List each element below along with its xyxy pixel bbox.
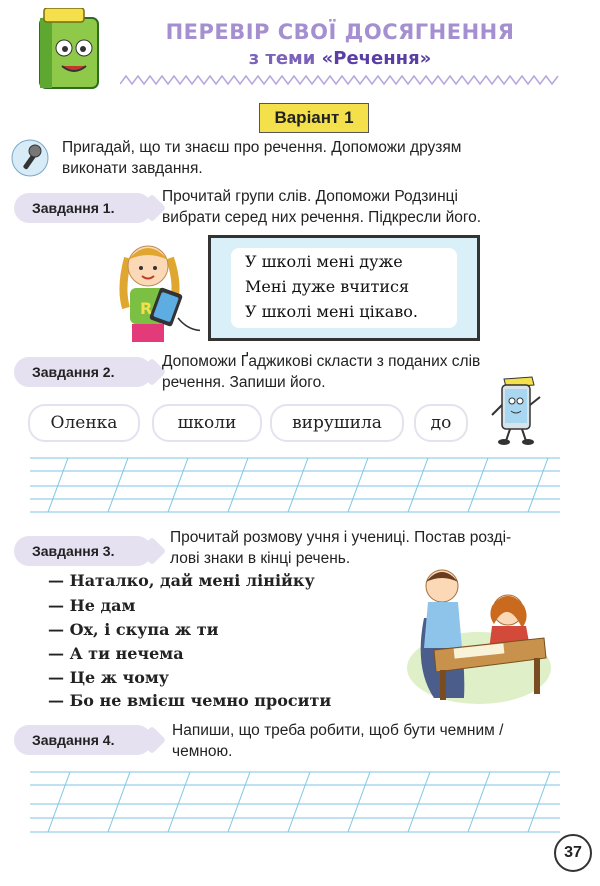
page-number: 37	[554, 834, 592, 872]
task2-line-1: Допоможи Ґаджикові скласти з поданих слів	[162, 353, 481, 370]
dialog-line: — Наталко, дай мені лінійку	[48, 571, 315, 590]
intro-line-2: виконати завдання.	[62, 160, 203, 177]
board-line: У школі мені цікаво.	[245, 302, 418, 321]
girl-with-tablet-illustration	[110, 238, 200, 348]
microphone-icon	[10, 138, 50, 178]
variant-label: Варіант 1	[259, 103, 369, 133]
task3-label: Завдання 3.	[14, 536, 152, 566]
dialog-line: — Не дам	[48, 596, 136, 615]
board-line: Мені дуже вчитися	[245, 277, 410, 296]
dialog-line: — Ох, і скупа ж ти	[48, 620, 219, 639]
dialog-line: — А ти нечема	[48, 644, 184, 663]
writing-lines[interactable]	[30, 766, 560, 836]
task4-label: Завдання 4.	[14, 725, 152, 755]
word-card[interactable]: вирушила	[270, 404, 404, 442]
task4-line-1: Напиши, що треба робити, щоб бути чемним /	[172, 722, 504, 739]
task3-line-1: Прочитай розмову учня і учениці. Постав розді-	[170, 529, 512, 546]
word-card[interactable]: школи	[152, 404, 262, 442]
task3-line-2: лові знаки в кінці речень.	[170, 550, 351, 567]
task2-line-2: речення. Запиши його.	[162, 374, 326, 391]
page-title: ПЕРЕВІР СВОЇ ДОСЯГНЕННЯ	[165, 20, 515, 44]
phone-gadget-icon	[486, 375, 546, 447]
dialog-line: — Бо не вмієш чемно просити	[48, 691, 332, 710]
task4-line-2: чемною.	[172, 743, 233, 760]
task4-text	[172, 720, 572, 762]
svg-text:R: R	[140, 299, 153, 318]
board-line: У школі мені дуже	[245, 252, 403, 271]
subtitle-topic: «Речення»	[321, 48, 432, 69]
subtitle-prefix: з теми	[248, 48, 322, 69]
intro-line-1: Пригадай, що ти знаєш про речення. Допоможи друзям	[62, 139, 462, 156]
word-card[interactable]: до	[414, 404, 468, 442]
task1-line-1: Прочитай групи слів. Допоможи Родзинці	[162, 188, 458, 205]
page-subtitle	[160, 48, 520, 69]
word-card[interactable]: Оленка	[28, 404, 140, 442]
book-mascot-icon	[30, 8, 110, 96]
task1-line-2: вибрати серед них речення. Підкресли його.	[162, 209, 482, 226]
intro-text	[62, 137, 562, 179]
writing-lines[interactable]	[30, 452, 560, 514]
task2-label: Завдання 2.	[14, 357, 152, 387]
task1-text	[162, 186, 562, 228]
zigzag-divider	[120, 74, 560, 86]
task1-label: Завдання 1.	[14, 193, 152, 223]
dialog-line: — Це ж чому	[48, 668, 170, 687]
sentence-board	[208, 235, 480, 341]
children-at-desk-illustration	[404, 558, 554, 706]
